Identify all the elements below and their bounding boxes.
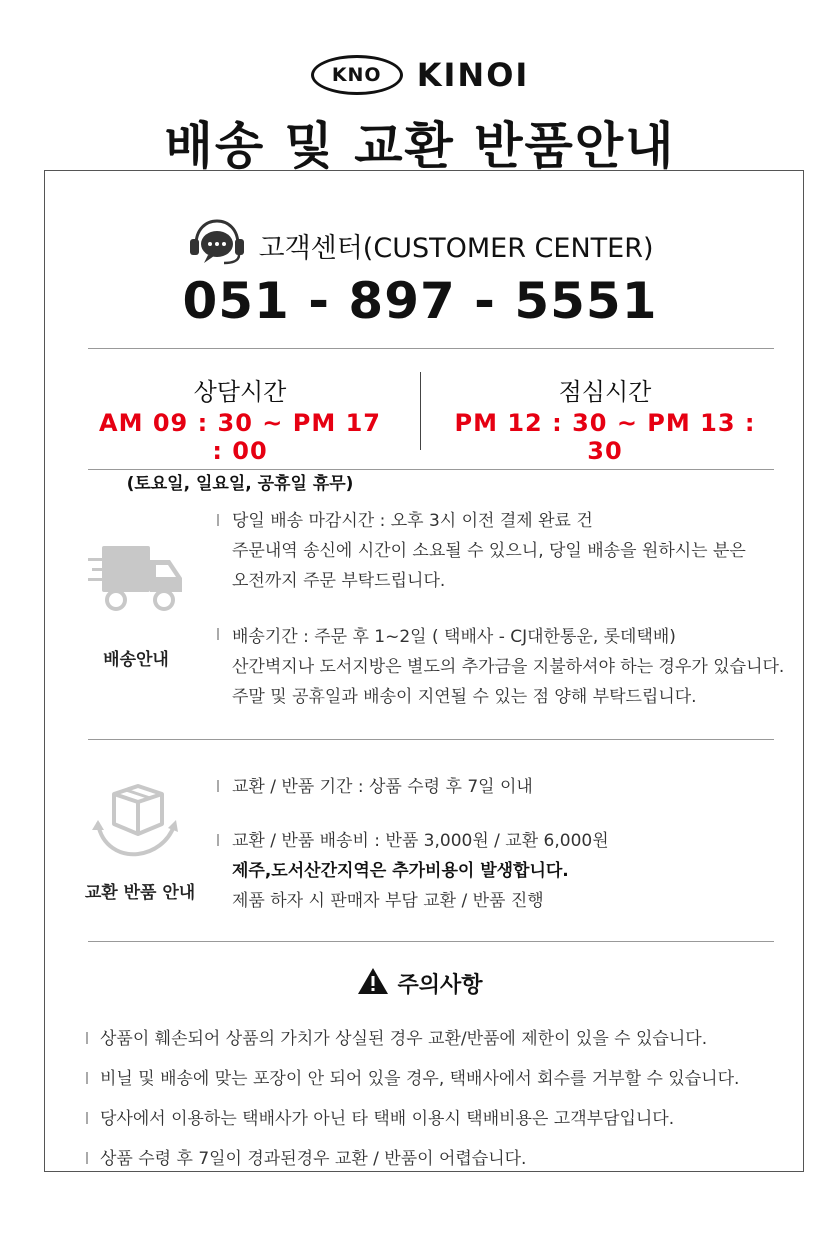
bullet-mark: [86, 1112, 88, 1124]
bullet-mark: [86, 1032, 88, 1044]
caution-item: 비닐 및 배송에 맞는 포장이 안 되어 있을 경우, 택배사에서 회수를 거부할 수 있습니다.: [100, 1069, 740, 1089]
consult-hours-title: 상담시간: [193, 378, 287, 406]
brand-badge: KNO: [311, 55, 403, 95]
consult-hours: [90, 372, 390, 494]
bullet-mark: [86, 1152, 88, 1164]
shipping-line: 오전까지 주문 부탁드립니다.: [232, 571, 446, 591]
divider: [88, 469, 774, 470]
consult-hours-time: AM 09 : 30 ~ PM 17 : 00: [99, 409, 381, 465]
customer-center-header: [0, 222, 840, 268]
lunch-hours-time: PM 12 : 30 ~ PM 13 : 30: [454, 409, 756, 465]
lunch-hours: [445, 372, 765, 465]
divider: [88, 739, 774, 740]
headset-chat-icon: [186, 217, 248, 273]
page-title: 배송 및 교환 반품안내: [164, 117, 676, 175]
shipping-line: 당일 배송 마감시간 : 오후 3시 이전 결제 완료 건: [232, 511, 593, 531]
brand-logo: [0, 52, 840, 98]
caution-item: 상품이 훼손되어 상품의 가치가 상실된 경우 교환/반품에 제한이 있을 수 있습니다.: [100, 1029, 708, 1049]
hours-divider: [420, 372, 421, 450]
shipping-line: 배송기간 : 주문 후 1~2일 ( 택배사 - CJ대한통운, 롯데택배): [232, 627, 676, 647]
bullet-mark: [217, 834, 219, 846]
exchange-line: 교환 / 반품 배송비 : 반품 3,000원 / 교환 6,000원: [232, 831, 609, 851]
exchange-line: 교환 / 반품 기간 : 상품 수령 후 7일 이내: [232, 777, 533, 797]
brand-name: KINOI: [416, 56, 530, 94]
exchange-line-emphasis: 제주,도서산간지역은 추가비용이 발생합니다.: [232, 861, 569, 881]
bullet-mark: [217, 780, 219, 792]
caution-item: 당사에서 이용하는 택배사가 아닌 타 택배 이용시 택배비용은 고객부담입니다.: [100, 1109, 675, 1129]
bullet-mark: [217, 514, 219, 526]
bullet-mark: [86, 1072, 88, 1084]
warning-icon: [357, 967, 389, 999]
caution-title: 주의사항: [397, 972, 483, 998]
shipping-label: 배송안내: [103, 650, 169, 670]
exchange-line: 제품 하자 시 판매자 부담 교환 / 반품 진행: [232, 891, 544, 911]
shipping-line: 주말 및 공휴일과 배송이 지연될 수 있는 점 양해 부탁드립니다.: [232, 687, 697, 707]
return-box-icon: [90, 780, 182, 864]
shipping-line: 주문내역 송신에 시간이 소요될 수 있으니, 당일 배송을 원하시는 분은: [232, 541, 746, 561]
divider: [88, 941, 774, 942]
caution-header: [0, 964, 840, 1002]
lunch-hours-title: 점심시간: [558, 378, 652, 406]
bullet-mark: [217, 628, 219, 640]
customer-center-phone: 051 - 897 - 5551: [182, 272, 658, 330]
exchange-label: 교환 반품 안내: [84, 883, 196, 903]
customer-center-label: 고객센터(CUSTOMER CENTER): [258, 232, 654, 264]
shipping-line: 산간벽지나 도서지방은 별도의 추가금을 지불하셔야 하는 경우가 있습니다.: [232, 657, 785, 677]
caution-item: 상품 수령 후 7일이 경과된경우 교환 / 반품이 어렵습니다.: [100, 1149, 527, 1169]
delivery-truck-icon: [86, 540, 186, 624]
consult-hours-note: (토요일, 일요일, 공휴일 휴무): [126, 474, 354, 494]
divider: [88, 348, 774, 349]
